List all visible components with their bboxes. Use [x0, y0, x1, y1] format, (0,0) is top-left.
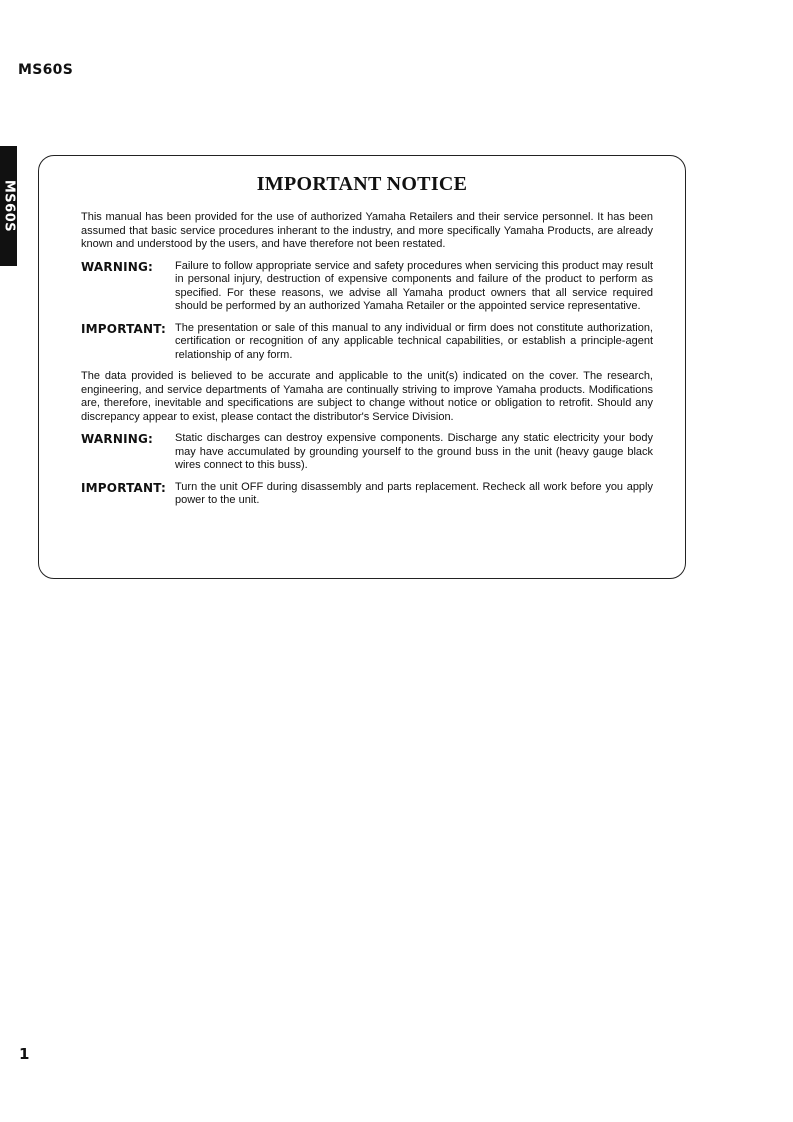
side-tab-label: MS60S [1, 179, 16, 233]
warning-text: Static discharges can destroy expensive components. Discharge any static electricity your body may have accumulated by grounding yourself to the ground buss in the unit (heavy gauge black wires connect to this buss). [175, 432, 653, 471]
warning-entry-1 [81, 260, 653, 314]
side-tab [0, 146, 17, 266]
important-text: Turn the unit OFF during disassembly and parts replacement. Recheck all work before you apply power to the unit. [175, 480, 653, 506]
data-paragraph: The data provided is believed to be accurate and applicable to the unit(s) indicated on the cover. The research, engineering, and service departments of Yamaha are continually striving to improve Yamaha products. Modifications are, therefore, inevitable and specifications are subject to change without notice or obligation to retrofit. Should any discrepancy appear to exist, please contact the distributor's Service Division. [81, 370, 653, 423]
important-entry-1 [81, 322, 653, 363]
intro-paragraph: This manual has been provided for the use of authorized Yamaha Retailers and their service personnel. It has been assumed that basic service procedures inherant to the industry, and more specifically Yamaha Products, are already known and understood by the users, and have therefore not been restated. [81, 211, 653, 250]
model-header: MS60S [18, 62, 74, 78]
notice-title: IMPORTANT NOTICE [256, 173, 468, 195]
notice-content [81, 211, 653, 516]
warning-label: WARNING: [81, 432, 154, 446]
important-label: IMPORTANT: [81, 480, 167, 495]
page-number: 1 [19, 1045, 30, 1063]
important-entry-2 [81, 481, 653, 508]
warning-label: WARNING: [81, 259, 154, 274]
important-label: IMPORTANT: [81, 321, 167, 336]
warning-text: Failure to follow appropriate service and safety procedures when servicing this product may result in personal injury, destruction of expensive components and failure of the product to perform as specified. For these reasons, we advise all Yamaha product owners that all service required should be performed by an authorized Yamaha Retailer or the appointed service representative. [175, 259, 653, 312]
warning-entry-2 [81, 432, 653, 473]
important-notice-box [38, 155, 686, 579]
important-text: The presentation or sale of this manual to any individual or firm does not constitute authorization, certification or recognition of any applicable technical capabilities, or establish a principle-agent relationship of any form. [175, 321, 653, 361]
